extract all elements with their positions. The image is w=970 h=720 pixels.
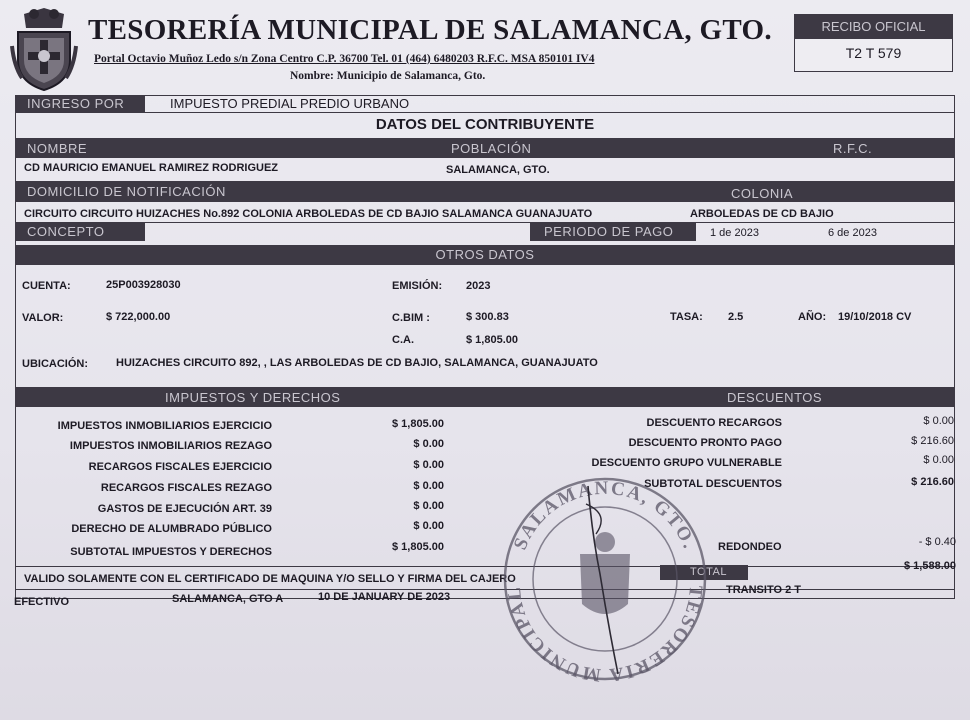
impuestos-section-title: IMPUESTOS Y DERECHOS <box>165 390 341 405</box>
impuesto-row-label: RECARGOS FISCALES EJERCICIO <box>88 461 272 473</box>
emision-value: 2023 <box>466 280 491 292</box>
poblacion-label: POBLACIÓN <box>451 141 532 156</box>
descuento-row-amount: $ 0.00 <box>923 415 954 427</box>
valido-text: VALIDO SOLAMENTE CON EL CERTIFICADO DE MAQUINA Y/O SELLO Y FIRMA DEL CAJERO <box>24 573 516 585</box>
domicilio-label: DOMICILIO DE NOTIFICACIÓN <box>27 184 226 199</box>
cbim-value: $ 300.83 <box>466 311 509 323</box>
ingreso-label: INGRESO POR <box>15 96 145 112</box>
ca-label: C.A. <box>392 334 414 346</box>
descuento-row-amount: $ 0.00 <box>923 454 954 466</box>
anio-value: 19/10/2018 CV <box>838 311 912 323</box>
impuesto-row-amount: $ 0.00 <box>413 480 444 492</box>
domicilio-value: CIRCUITO CIRCUITO HUIZACHES No.892 COLONIA ARBOLEDAS DE CD BAJIO SALAMANCA GUANAJUATO <box>24 208 593 220</box>
impuesto-row-amount: $ 0.00 <box>413 438 444 450</box>
concepto-label: CONCEPTO <box>15 223 145 241</box>
header-name-line: Nombre: Municipio de Salamanca, Gto. <box>290 70 486 82</box>
descuento-row-label: DESCUENTO RECARGOS <box>646 417 782 429</box>
rfc-label: R.F.C. <box>833 141 873 156</box>
impuesto-subtotal-label: SUBTOTAL IMPUESTOS Y DERECHOS <box>70 546 272 558</box>
total-value: $ 1,588.00 <box>904 560 956 572</box>
total-label: TOTAL <box>660 565 748 580</box>
anio-label: AÑO: <box>798 311 827 323</box>
seal-bottom-text: TESORERIA MUNICIPAL <box>503 584 707 684</box>
nombre-value: CD MAURICIO EMANUEL RAMIREZ RODRIGUEZ <box>24 162 279 174</box>
impuesto-row-label: GASTOS DE EJECUCIÓN ART. 39 <box>97 503 272 515</box>
tasa-value: 2.5 <box>728 311 744 323</box>
valor-label: VALOR: <box>22 312 64 324</box>
descuentos-section-title: DESCUENTOS <box>727 390 823 405</box>
periodo-label: PERIODO DE PAGO <box>530 223 696 241</box>
impuesto-row-amount: $ 0.00 <box>413 500 444 512</box>
fecha-text: 10 DE JANUARY DE 2023 <box>318 591 451 603</box>
redondeo-value: - $ 0.40 <box>918 536 956 548</box>
contribuyente-header-bar <box>15 138 955 158</box>
cuenta-label: CUENTA: <box>22 280 71 292</box>
lugar-text: SALAMANCA, GTO A <box>172 593 284 605</box>
receipt-number: T2 T 579 <box>845 45 902 61</box>
poblacion-value: SALAMANCA, GTO. <box>446 164 550 176</box>
efectivo-label: EFECTIVO <box>14 596 70 608</box>
impuesto-row-label: IMPUESTOS INMOBILIARIOS REZAGO <box>69 440 272 452</box>
nombre-label: NOMBRE <box>27 141 88 156</box>
periodo-to: 6 de 2023 <box>828 227 877 239</box>
impuesto-row-amount: $ 1,805.00 <box>392 418 444 430</box>
ca-value: $ 1,805.00 <box>466 334 518 346</box>
colonia-label: COLONIA <box>731 186 794 201</box>
cuenta-value: 25P003928030 <box>106 279 181 291</box>
redondeo-label: REDONDEO <box>718 541 782 553</box>
ubicacion-label: UBICACIÓN: <box>22 358 88 370</box>
seal-top-text: SALAMANCA, GTO. <box>509 477 701 553</box>
valor-value: $ 722,000.00 <box>106 311 171 323</box>
ubicacion-value: HUIZACHES CIRCUITO 892, , LAS ARBOLEDAS DE CD BAJIO, SALAMANCA, GUANAJUATO <box>116 357 598 369</box>
impuesto-row-amount: $ 0.00 <box>413 459 444 471</box>
header-title: TESORERÍA MUNICIPAL DE SALAMANCA, GTO. <box>88 14 772 46</box>
colonia-value: ARBOLEDAS DE CD BAJIO <box>690 208 834 220</box>
transito-text: TRANSITO 2 T <box>726 584 801 596</box>
descuento-subtotal-label: SUBTOTAL DESCUENTOS <box>644 478 782 490</box>
descuento-row-amount: $ 216.60 <box>911 435 954 447</box>
tasa-label: TASA: <box>670 311 703 323</box>
cbim-label: C.BIM : <box>392 312 430 324</box>
impuesto-row-amount: $ 0.00 <box>413 520 444 532</box>
impuesto-row-label: RECARGOS FISCALES REZAGO <box>100 482 272 494</box>
periodo-from: 1 de 2023 <box>710 227 759 239</box>
ingreso-value: IMPUESTO PREDIAL PREDIO URBANO <box>170 96 410 111</box>
receipt-box <box>794 14 953 72</box>
header-address: Portal Octavio Muñoz Ledo s/n Zona Centro C.P. 36700 Tel. 01 (464) 6480203 R.F.C. MSA 850101 IV4 <box>94 53 595 65</box>
receipt-label: RECIBO OFICIAL <box>795 15 952 39</box>
contribuyente-section-title: DATOS DEL CONTRIBUYENTE <box>375 116 595 133</box>
impuestos-descuentos-bar <box>15 387 955 407</box>
descuento-subtotal-amount: $ 216.60 <box>911 476 954 488</box>
municipal-coat-of-arms-icon <box>10 6 78 92</box>
impuesto-row-label: IMPUESTOS INMOBILIARIOS EJERCICIO <box>57 420 272 432</box>
tesoreria-seal-stamp-icon <box>500 474 710 684</box>
impuesto-row-label: DERECHO DE ALUMBRADO PÚBLICO <box>71 523 272 535</box>
descuento-row-label: DESCUENTO PRONTO PAGO <box>628 437 782 449</box>
otros-section-title: OTROS DATOS <box>15 245 955 265</box>
domicilio-header-bar <box>15 182 955 202</box>
descuento-row-label: DESCUENTO GRUPO VULNERABLE <box>591 457 782 469</box>
emision-label: EMISIÓN: <box>392 280 443 292</box>
impuesto-subtotal-amount: $ 1,805.00 <box>392 541 444 553</box>
